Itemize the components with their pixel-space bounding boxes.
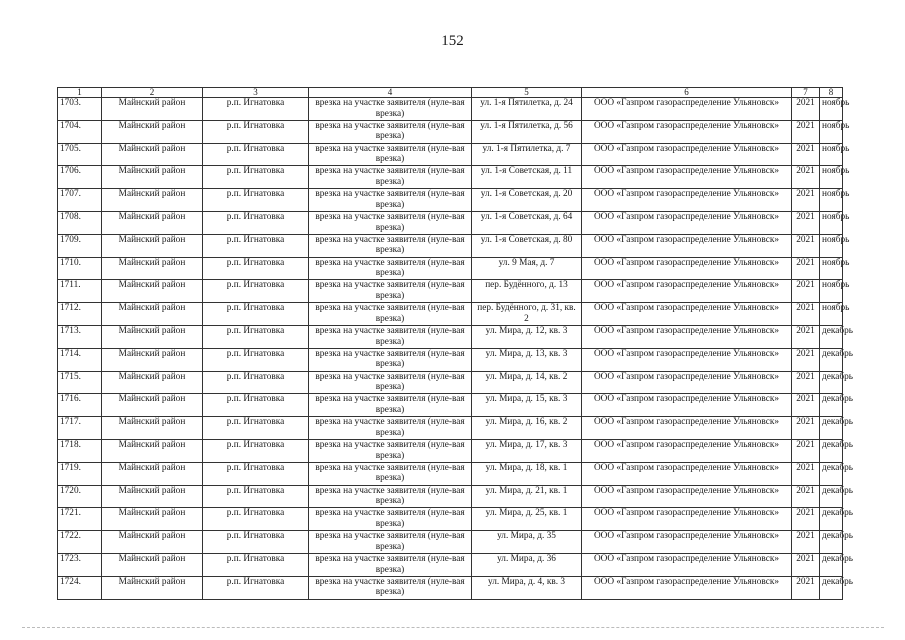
year-cell: 2021 <box>792 120 820 143</box>
row-number: 1714. <box>58 348 102 371</box>
table-row <box>58 234 843 257</box>
address-cell: ул. Мира, д. 21, кв. 1 <box>472 485 582 508</box>
address-cell: ул. Мира, д. 35 <box>472 531 582 554</box>
organization-cell: ООО «Газпром газораспределение Ульяновск» <box>582 257 792 280</box>
table-row <box>58 189 843 212</box>
row-number: 1706. <box>58 166 102 189</box>
organization-cell: ООО «Газпром газораспределение Ульяновск» <box>582 234 792 257</box>
column-header-1: 1 <box>58 88 102 98</box>
district-cell: Майнский район <box>102 371 203 394</box>
work-type-cell: врезка на участке заявителя (нуле-вая врезка) <box>309 234 472 257</box>
row-number: 1712. <box>58 303 102 326</box>
table-row <box>58 576 843 599</box>
month-cell: ноябрь <box>820 120 843 143</box>
column-header-4: 4 <box>309 88 472 98</box>
row-number: 1720. <box>58 485 102 508</box>
register-table <box>57 87 853 600</box>
work-type-cell: врезка на участке заявителя (нуле-вая врезка) <box>309 143 472 166</box>
work-type-cell: врезка на участке заявителя (нуле-вая врезка) <box>309 576 472 599</box>
column-header-5: 5 <box>472 88 582 98</box>
address-cell: ул. Мира, д. 14, кв. 2 <box>472 371 582 394</box>
month-cell: ноябрь <box>820 303 843 326</box>
table-row <box>58 280 843 303</box>
work-type-cell: врезка на участке заявителя (нуле-вая врезка) <box>309 348 472 371</box>
organization-cell: ООО «Газпром газораспределение Ульяновск» <box>582 531 792 554</box>
organization-cell: ООО «Газпром газораспределение Ульяновск» <box>582 439 792 462</box>
table-row <box>58 257 843 280</box>
work-type-cell: врезка на участке заявителя (нуле-вая врезка) <box>309 211 472 234</box>
settlement-cell: р.п. Игнатовка <box>203 280 309 303</box>
row-number: 1713. <box>58 325 102 348</box>
month-cell: декабрь <box>820 508 843 531</box>
month-cell: декабрь <box>820 439 843 462</box>
work-type-cell: врезка на участке заявителя (нуле-вая врезка) <box>309 417 472 440</box>
district-cell: Майнский район <box>102 485 203 508</box>
year-cell: 2021 <box>792 371 820 394</box>
organization-cell: ООО «Газпром газораспределение Ульяновск» <box>582 576 792 599</box>
district-cell: Майнский район <box>102 553 203 576</box>
work-type-cell: врезка на участке заявителя (нуле-вая врезка) <box>309 371 472 394</box>
address-cell: ул. 1-я Пятилетка, д. 24 <box>472 98 582 121</box>
organization-cell: ООО «Газпром газораспределение Ульяновск» <box>582 553 792 576</box>
work-type-cell: врезка на участке заявителя (нуле-вая врезка) <box>309 325 472 348</box>
work-type-cell: врезка на участке заявителя (нуле-вая врезка) <box>309 485 472 508</box>
month-cell: декабрь <box>820 325 843 348</box>
district-cell: Майнский район <box>102 257 203 280</box>
month-cell: ноябрь <box>820 98 843 121</box>
organization-cell: ООО «Газпром газораспределение Ульяновск» <box>582 166 792 189</box>
row-number: 1717. <box>58 417 102 440</box>
year-cell: 2021 <box>792 553 820 576</box>
row-number: 1716. <box>58 394 102 417</box>
year-cell: 2021 <box>792 417 820 440</box>
row-number: 1709. <box>58 234 102 257</box>
month-cell: декабрь <box>820 394 843 417</box>
year-cell: 2021 <box>792 211 820 234</box>
district-cell: Майнский район <box>102 189 203 212</box>
row-number: 1722. <box>58 531 102 554</box>
month-cell: ноябрь <box>820 166 843 189</box>
work-type-cell: врезка на участке заявителя (нуле-вая врезка) <box>309 98 472 121</box>
organization-cell: ООО «Газпром газораспределение Ульяновск» <box>582 394 792 417</box>
month-cell: декабрь <box>820 485 843 508</box>
year-cell: 2021 <box>792 348 820 371</box>
district-cell: Майнский район <box>102 325 203 348</box>
row-number: 1707. <box>58 189 102 212</box>
organization-cell: ООО «Газпром газораспределение Ульяновск» <box>582 508 792 531</box>
work-type-cell: врезка на участке заявителя (нуле-вая врезка) <box>309 531 472 554</box>
work-type-cell: врезка на участке заявителя (нуле-вая врезка) <box>309 508 472 531</box>
settlement-cell: р.п. Игнатовка <box>203 348 309 371</box>
month-cell: декабрь <box>820 462 843 485</box>
table-row <box>58 462 843 485</box>
month-cell: ноябрь <box>820 280 843 303</box>
year-cell: 2021 <box>792 303 820 326</box>
settlement-cell: р.п. Игнатовка <box>203 394 309 417</box>
month-cell: декабрь <box>820 348 843 371</box>
month-cell: ноябрь <box>820 257 843 280</box>
organization-cell: ООО «Газпром газораспределение Ульяновск» <box>582 325 792 348</box>
table-row <box>58 417 843 440</box>
table-row <box>58 120 843 143</box>
table-row <box>58 166 843 189</box>
district-cell: Майнский район <box>102 280 203 303</box>
year-cell: 2021 <box>792 143 820 166</box>
month-cell: декабрь <box>820 531 843 554</box>
row-number: 1721. <box>58 508 102 531</box>
table-row <box>58 531 843 554</box>
district-cell: Майнский район <box>102 303 203 326</box>
organization-cell: ООО «Газпром газораспределение Ульяновск» <box>582 189 792 212</box>
table-row <box>58 143 843 166</box>
address-cell: ул. 1-я Советская, д. 64 <box>472 211 582 234</box>
address-cell: ул. Мира, д. 16, кв. 2 <box>472 417 582 440</box>
settlement-cell: р.п. Игнатовка <box>203 189 309 212</box>
table-row <box>58 371 843 394</box>
settlement-cell: р.п. Игнатовка <box>203 143 309 166</box>
work-type-cell: врезка на участке заявителя (нуле-вая врезка) <box>309 439 472 462</box>
table-row <box>58 394 843 417</box>
work-type-cell: врезка на участке заявителя (нуле-вая врезка) <box>309 394 472 417</box>
district-cell: Майнский район <box>102 234 203 257</box>
row-number: 1723. <box>58 553 102 576</box>
row-number: 1704. <box>58 120 102 143</box>
settlement-cell: р.п. Игнатовка <box>203 234 309 257</box>
month-cell: декабрь <box>820 553 843 576</box>
work-type-cell: врезка на участке заявителя (нуле-вая врезка) <box>309 257 472 280</box>
scan-edge-line <box>22 627 884 628</box>
work-type-cell: врезка на участке заявителя (нуле-вая врезка) <box>309 303 472 326</box>
year-cell: 2021 <box>792 234 820 257</box>
settlement-cell: р.п. Игнатовка <box>203 98 309 121</box>
column-header-6: 6 <box>582 88 792 98</box>
district-cell: Майнский район <box>102 166 203 189</box>
month-cell: ноябрь <box>820 234 843 257</box>
address-cell: пер. Будённого, д. 31, кв. 2 <box>472 303 582 326</box>
settlement-cell: р.п. Игнатовка <box>203 120 309 143</box>
month-cell: ноябрь <box>820 211 843 234</box>
row-number: 1715. <box>58 371 102 394</box>
year-cell: 2021 <box>792 576 820 599</box>
address-cell: ул. Мира, д. 4, кв. 3 <box>472 576 582 599</box>
organization-cell: ООО «Газпром газораспределение Ульяновск» <box>582 303 792 326</box>
month-cell: ноябрь <box>820 189 843 212</box>
address-cell: ул. Мира, д. 12, кв. 3 <box>472 325 582 348</box>
table-row <box>58 303 843 326</box>
address-cell: ул. Мира, д. 13, кв. 3 <box>472 348 582 371</box>
year-cell: 2021 <box>792 394 820 417</box>
settlement-cell: р.п. Игнатовка <box>203 371 309 394</box>
district-cell: Майнский район <box>102 394 203 417</box>
district-cell: Майнский район <box>102 439 203 462</box>
address-cell: ул. Мира, д. 36 <box>472 553 582 576</box>
organization-cell: ООО «Газпром газораспределение Ульяновск» <box>582 371 792 394</box>
settlement-cell: р.п. Игнатовка <box>203 417 309 440</box>
table-row <box>58 211 843 234</box>
district-cell: Майнский район <box>102 508 203 531</box>
work-type-cell: врезка на участке заявителя (нуле-вая врезка) <box>309 553 472 576</box>
organization-cell: ООО «Газпром газораспределение Ульяновск» <box>582 143 792 166</box>
year-cell: 2021 <box>792 325 820 348</box>
address-cell: ул. Мира, д. 25, кв. 1 <box>472 508 582 531</box>
address-cell: ул. 1-я Пятилетка, д. 56 <box>472 120 582 143</box>
row-number: 1719. <box>58 462 102 485</box>
settlement-cell: р.п. Игнатовка <box>203 576 309 599</box>
settlement-cell: р.п. Игнатовка <box>203 508 309 531</box>
year-cell: 2021 <box>792 189 820 212</box>
address-cell: ул. 1-я Советская, д. 20 <box>472 189 582 212</box>
table-body <box>58 98 853 600</box>
year-cell: 2021 <box>792 280 820 303</box>
settlement-cell: р.п. Игнатовка <box>203 485 309 508</box>
settlement-cell: р.п. Игнатовка <box>203 325 309 348</box>
row-number: 1710. <box>58 257 102 280</box>
year-cell: 2021 <box>792 531 820 554</box>
column-header-7: 7 <box>792 88 820 98</box>
district-cell: Майнский район <box>102 576 203 599</box>
address-cell: ул. 1-я Советская, д. 11 <box>472 166 582 189</box>
month-cell: ноябрь <box>820 143 843 166</box>
address-cell: пер. Будённого, д. 13 <box>472 280 582 303</box>
month-cell: декабрь <box>820 576 843 599</box>
settlement-cell: р.п. Игнатовка <box>203 303 309 326</box>
district-cell: Майнский район <box>102 211 203 234</box>
year-cell: 2021 <box>792 166 820 189</box>
organization-cell: ООО «Газпром газораспределение Ульяновск» <box>582 280 792 303</box>
address-cell: ул. Мира, д. 17, кв. 3 <box>472 439 582 462</box>
work-type-cell: врезка на участке заявителя (нуле-вая врезка) <box>309 120 472 143</box>
district-cell: Майнский район <box>102 462 203 485</box>
settlement-cell: р.п. Игнатовка <box>203 211 309 234</box>
year-cell: 2021 <box>792 485 820 508</box>
year-cell: 2021 <box>792 257 820 280</box>
settlement-cell: р.п. Игнатовка <box>203 553 309 576</box>
settlement-cell: р.п. Игнатовка <box>203 439 309 462</box>
header-row <box>58 88 843 98</box>
year-cell: 2021 <box>792 508 820 531</box>
year-cell: 2021 <box>792 98 820 121</box>
month-cell: декабрь <box>820 371 843 394</box>
table-row <box>58 348 843 371</box>
district-cell: Майнский район <box>102 98 203 121</box>
organization-cell: ООО «Газпром газораспределение Ульяновск» <box>582 485 792 508</box>
district-cell: Майнский район <box>102 120 203 143</box>
table-row <box>58 485 843 508</box>
month-cell: декабрь <box>820 417 843 440</box>
address-cell: ул. 9 Мая, д. 7 <box>472 257 582 280</box>
address-cell: ул. 1-я Советская, д. 80 <box>472 234 582 257</box>
work-type-cell: врезка на участке заявителя (нуле-вая врезка) <box>309 166 472 189</box>
settlement-cell: р.п. Игнатовка <box>203 531 309 554</box>
table-row <box>58 553 843 576</box>
organization-cell: ООО «Газпром газораспределение Ульяновск» <box>582 417 792 440</box>
address-cell: ул. Мира, д. 18, кв. 1 <box>472 462 582 485</box>
row-number: 1724. <box>58 576 102 599</box>
settlement-cell: р.п. Игнатовка <box>203 257 309 280</box>
organization-cell: ООО «Газпром газораспределение Ульяновск» <box>582 120 792 143</box>
column-header-2: 2 <box>102 88 203 98</box>
row-number: 1708. <box>58 211 102 234</box>
district-cell: Майнский район <box>102 417 203 440</box>
work-type-cell: врезка на участке заявителя (нуле-вая врезка) <box>309 189 472 212</box>
district-cell: Майнский район <box>102 143 203 166</box>
district-cell: Майнский район <box>102 531 203 554</box>
row-number: 1711. <box>58 280 102 303</box>
year-cell: 2021 <box>792 439 820 462</box>
address-cell: ул. 1-я Пятилетка, д. 7 <box>472 143 582 166</box>
table-row <box>58 325 843 348</box>
district-cell: Майнский район <box>102 348 203 371</box>
row-number: 1703. <box>58 98 102 121</box>
organization-cell: ООО «Газпром газораспределение Ульяновск» <box>582 98 792 121</box>
organization-cell: ООО «Газпром газораспределение Ульяновск» <box>582 211 792 234</box>
table-row <box>58 508 843 531</box>
work-type-cell: врезка на участке заявителя (нуле-вая врезка) <box>309 280 472 303</box>
row-number: 1705. <box>58 143 102 166</box>
work-type-cell: врезка на участке заявителя (нуле-вая врезка) <box>309 462 472 485</box>
organization-cell: ООО «Газпром газораспределение Ульяновск» <box>582 462 792 485</box>
column-header-8: 8 <box>820 88 843 98</box>
page-number: 152 <box>441 33 464 49</box>
address-cell: ул. Мира, д. 15, кв. 3 <box>472 394 582 417</box>
organization-cell: ООО «Газпром газораспределение Ульяновск» <box>582 348 792 371</box>
table-row <box>58 98 843 121</box>
year-cell: 2021 <box>792 462 820 485</box>
settlement-cell: р.п. Игнатовка <box>203 166 309 189</box>
table-row <box>58 439 843 462</box>
settlement-cell: р.п. Игнатовка <box>203 462 309 485</box>
row-number: 1718. <box>58 439 102 462</box>
column-header-3: 3 <box>203 88 309 98</box>
